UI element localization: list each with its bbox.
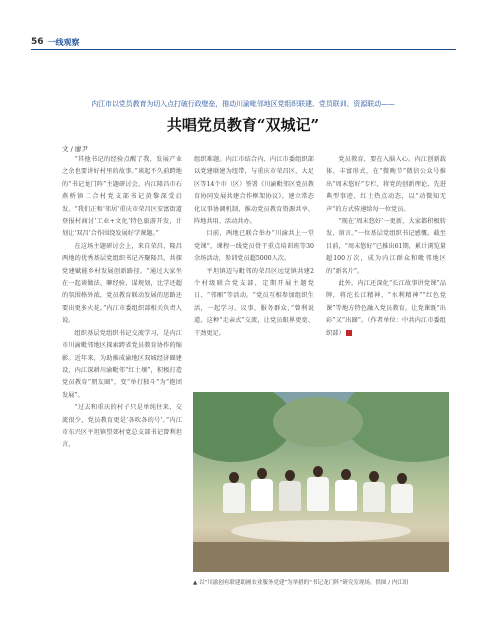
article-subtitle: 内江市以党员教育为切入点打破行政壁垒，推动川渝毗邻地区党组织联建、党员联训、资源联动—— bbox=[91, 100, 395, 108]
section-name: 一线观察 bbox=[47, 37, 80, 47]
paragraph: “其他书记的经验点醒了我，发展产业之余也要讲好村里的故事。”谈起不久前跨地的“书记龙门阵”主题研讨会，内江隆昌市石燕桥镇二合村党支部书记黄黎深受启发。“我们正和‘邻居’重庆市荣昌区安富街道登报村商讨‘工业+文化’特色旅游开发，计划让‘双昌’合作围绕发展好学课题。” bbox=[62, 156, 182, 238]
tree-canopy bbox=[273, 397, 363, 447]
article-byline: 文 / 廖尹 bbox=[62, 145, 88, 153]
ground bbox=[193, 542, 449, 572]
paragraph: 组织难题。内江市结合内、内江市委组织部以党建联建为纽带，与重庆市荣昌区、大足区等14个市（区）签署《川渝毗邻区党员教育协同发展共建合作框架协议》，建立常态化议事协调机制，推动党员教育资源共享、阵地共用、活动共办。 bbox=[194, 156, 314, 226]
header-divider bbox=[31, 49, 456, 50]
paragraph: 在这场主题研讨会上，来自荣昌、隆昌两地的优秀基层党组织书记齐聚隆昌，共探党建赋能乡村发展创新路径。“通过大家坐在一起谈做法、聊经验、谋规划，比学还超的氛围格外浓，党员教育联动发展的思路还要出更多火花。”内江市委组织部相关负责人说。 bbox=[62, 242, 182, 325]
paragraph: 组织基层党组织书记交流学习，是内江市川渝毗邻地区探索跨省党员教育协作的缩影。近年来，为助推成渝地区双城经济圈建设，内江深耕川渝毗邻“红土壤”，积极打造党员教育“朋友圈”，变“单打独斗”为“抱团发展”。 bbox=[62, 329, 182, 399]
article-title: 共唱党员教育“双城记” bbox=[166, 116, 320, 134]
end-mark-icon: 図 bbox=[346, 330, 352, 336]
paragraph: 目前，两地已联合举办“川渝共上一堂党课”，课程一线党员骨干重点培训班等30余场活动，参训党员超5000人次。 bbox=[194, 230, 314, 263]
page-header bbox=[31, 35, 80, 49]
paragraph bbox=[326, 278, 446, 340]
article-column-2 bbox=[194, 154, 314, 380]
paragraph-text: 此外，内江还深化“长江故事讲党课”品牌，将沱长江精神、“水利精神”“红色党课”等地方特色融入党员教育，让党课既“出彩”又“出圈”。（作者单位：中共内江市委组织部） bbox=[326, 280, 446, 337]
article-column-1 bbox=[62, 154, 182, 642]
photo-caption: ▲ 以“川渝创有联建助圃农业服务党建”为举措的“书记龙门阵”研究室现场。供图 / 内江组 bbox=[193, 580, 409, 586]
paragraph: 党员教育，要在入脑入心。内江创新载体、丰富形式，在“微晚节”微信公众号推出“周末悠好”专栏，将党的创新理论、先进典型事迹、红土热点动态，以“动微知无声”的方式传递给每一位党员。 bbox=[326, 156, 446, 213]
article-photo bbox=[193, 392, 449, 572]
page-number: 56 bbox=[31, 37, 44, 47]
paragraph: “过去和重庆的村子只是单纯往来，交流很少，党员教育更是‘各吹各的号’。”内江市东兴区平坦镇望郊村党总支部书记曾利坦言， bbox=[62, 404, 182, 449]
table bbox=[231, 520, 411, 542]
paragraph: “现在‘周末悠好’一更新，大家都积极转发、留言。”一位基层党组织书记感慨。截至目前，“周末悠好”已推出61期，累计浏览量超100万次，成为内江群众和毗邻地区的“新名片”。 bbox=[326, 218, 446, 275]
article-column-3 bbox=[326, 154, 446, 380]
paragraph: 平坦镇迈与毗邻的荣昌区远觉镇共建2个村级联合党支部，定期开展主题党日、“邻厢”等活动。“党员互相参加组织生活，一起学习、议事，服务群众，”曾利说道，这种“走亲式”交流，让党员眼界更宽、干劲更足。 bbox=[194, 267, 314, 337]
